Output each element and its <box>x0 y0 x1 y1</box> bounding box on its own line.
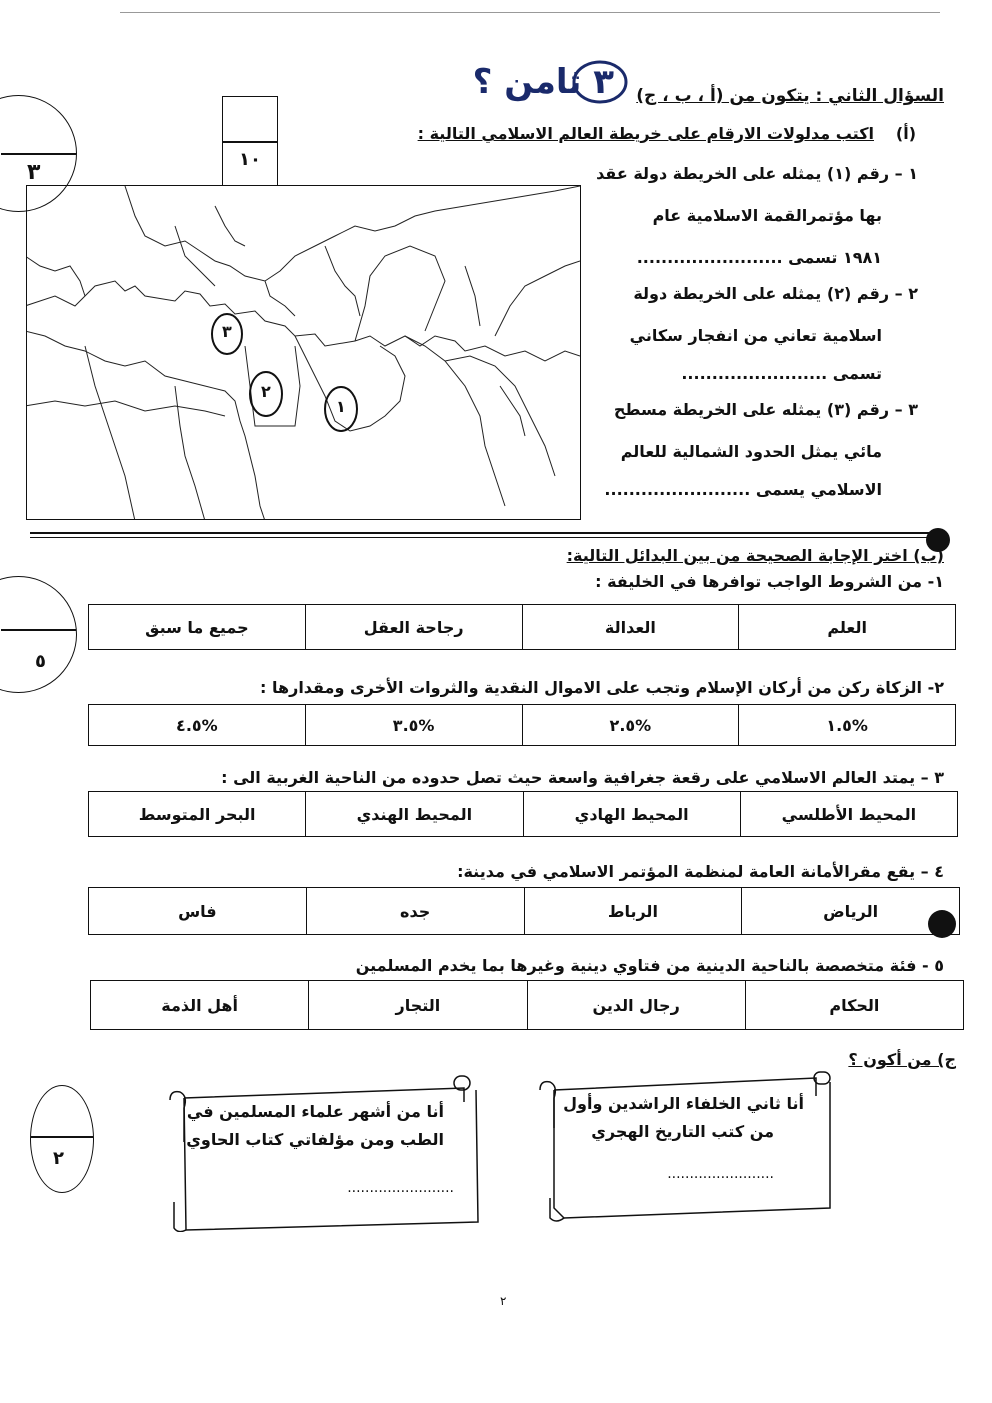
question-4-option-1[interactable]: الرياض <box>741 888 959 934</box>
top-rule <box>120 12 940 13</box>
question-2-option-1[interactable]: ١.٥% <box>738 705 955 745</box>
question-4-option-2[interactable]: الرباط <box>524 888 742 934</box>
question-5-option-2[interactable]: رجال الدين <box>527 981 745 1029</box>
question-5-options <box>90 980 964 1030</box>
question-5-option-3[interactable]: التجار <box>308 981 526 1029</box>
question-2-option-3[interactable]: ٣.٥% <box>305 705 522 745</box>
map-q2-line1: ٢ – رقم (٢) يمثله على الخريطة دولة <box>633 284 918 303</box>
score-box-value: ١٠ <box>239 149 261 170</box>
mark-circle-1-value: ٣ <box>27 160 41 185</box>
question-title: السؤال الثاني : يتكون من (أ ، ب ، ج) <box>636 86 944 106</box>
question-1-options <box>88 604 956 650</box>
question-3-option-2[interactable]: المحيط الهادي <box>523 792 740 836</box>
map-q1-line2: بها مؤتمرالقمة الاسلامية عام <box>652 206 882 225</box>
mark-circle-2 <box>0 576 77 693</box>
question-2-options <box>88 704 956 746</box>
question-2-option-4[interactable]: ٤.٥% <box>176 715 218 735</box>
question-5-text: ٥ - فئة متخصصة بالناحية الدينية من فتاوي دينية وغيرها بما يخدم المسلمين <box>355 956 944 975</box>
map-questions <box>596 160 918 505</box>
who-am-i-card-1 <box>534 1068 834 1228</box>
map-q1-line1: ١ – رقم (١) يمثله على الخريطة دولة عقد <box>596 164 918 183</box>
card-2-line-2: الطب ومن مؤلفاتي كتاب الحاوي <box>186 1130 444 1149</box>
question-1-option-2[interactable]: العدالة <box>522 605 739 649</box>
scroll-frame-icon <box>534 1068 834 1228</box>
score-box <box>222 96 278 186</box>
who-am-i-card-2 <box>164 1072 484 1232</box>
hole-punch-icon-2 <box>928 910 956 938</box>
part-a-label: (أ) <box>895 124 916 143</box>
question-3-option-1[interactable]: المحيط الأطلسي <box>740 792 957 836</box>
question-4-option-3[interactable]: جده <box>306 888 524 934</box>
section-divider-bottom <box>30 537 940 538</box>
question-4-text: ٤ – يقع مقرالأمانة العامة لمنظمة المؤتمر الاسلامي في مدينة: <box>457 862 944 881</box>
map-q2-line2: اسلامية تعاني من انفجار سكاني <box>629 326 882 345</box>
map-q2-line3: تسمى ........................ <box>681 364 882 383</box>
question-3-text: ٣ – يمتد العالم الاسلامي على رقعة جغرافية واسعة حيث تصل حدوده من الناحية الغربية الى : <box>221 768 944 787</box>
question-1-option-3[interactable]: رجاحة العقل <box>305 605 522 649</box>
map-label-3: ٣ <box>222 322 232 341</box>
card-2-blank[interactable]: ........................ <box>347 1180 454 1196</box>
question-3-option-4[interactable]: البحر المتوسط <box>138 804 256 824</box>
question-4-options <box>88 887 960 935</box>
part-a-title: اكتب مدلولات الارقام على خريطة العالم الاسلامي التالية : <box>417 124 874 143</box>
map-outline-icon <box>26 186 580 520</box>
card-1-blank[interactable]: ........................ <box>667 1166 774 1182</box>
map-label-1: ١ <box>336 397 346 416</box>
card-1-line-2: من كتب التاريخ الهجري <box>591 1122 774 1141</box>
mark-circle-2-value: ٥ <box>35 651 46 672</box>
handwritten-grade <box>452 60 632 112</box>
question-4-option-4[interactable]: فاس <box>178 901 217 921</box>
page-number: ٢ <box>500 1294 507 1308</box>
question-3-option-3[interactable]: المحيط الهندي <box>305 792 522 836</box>
card-1-line-1: أنا ثاني الخلفاء الراشدين وأول <box>563 1094 804 1113</box>
map-q3-line1: ٣ – رقم (٣) يمثله على الخريطة مسطح <box>613 400 918 419</box>
question-1-option-4[interactable]: جميع ما سبق <box>145 617 249 637</box>
islamic-world-map <box>26 185 581 520</box>
map-q3-line2: مائي يمثل الحدود الشمالية للعالم <box>620 442 882 461</box>
part-b-title: (ب) اختر الإجابة الصحيحة من بين البدائل التالية: <box>566 546 944 565</box>
map-q3-line3: الاسلامي يسمى ........................ <box>604 480 882 499</box>
card-2-line-1: أنا من أشهر علماء المسلمين في <box>186 1102 444 1121</box>
question-5-option-4[interactable]: أهل الذمة <box>161 995 239 1015</box>
question-3-options <box>88 791 958 837</box>
map-q1-line3: ١٩٨١ تسمى ........................ <box>636 248 882 267</box>
question-1-text: ١- من الشروط الواجب توافرها في الخليفة : <box>595 572 944 591</box>
question-2-option-2[interactable]: ٢.٥% <box>522 705 739 745</box>
question-5-option-1[interactable]: الحكام <box>745 981 963 1029</box>
mark-circle-3 <box>30 1085 94 1193</box>
question-2-text: ٢- الزكاة ركن من أركان الإسلام وتجب على الاموال النقدية والثروات الأخرى ومقدارها : <box>260 678 944 697</box>
mark-circle-3-value: ٢ <box>53 1148 64 1169</box>
map-label-2: ٢ <box>261 382 271 401</box>
handwritten-text: ٣ ثامن ؟ <box>472 62 614 102</box>
question-1-option-1[interactable]: العلم <box>738 605 955 649</box>
scroll-frame-icon-2 <box>164 1072 484 1232</box>
part-c-title: ج) من أكون ؟ <box>848 1050 956 1069</box>
section-divider-top <box>30 532 940 534</box>
